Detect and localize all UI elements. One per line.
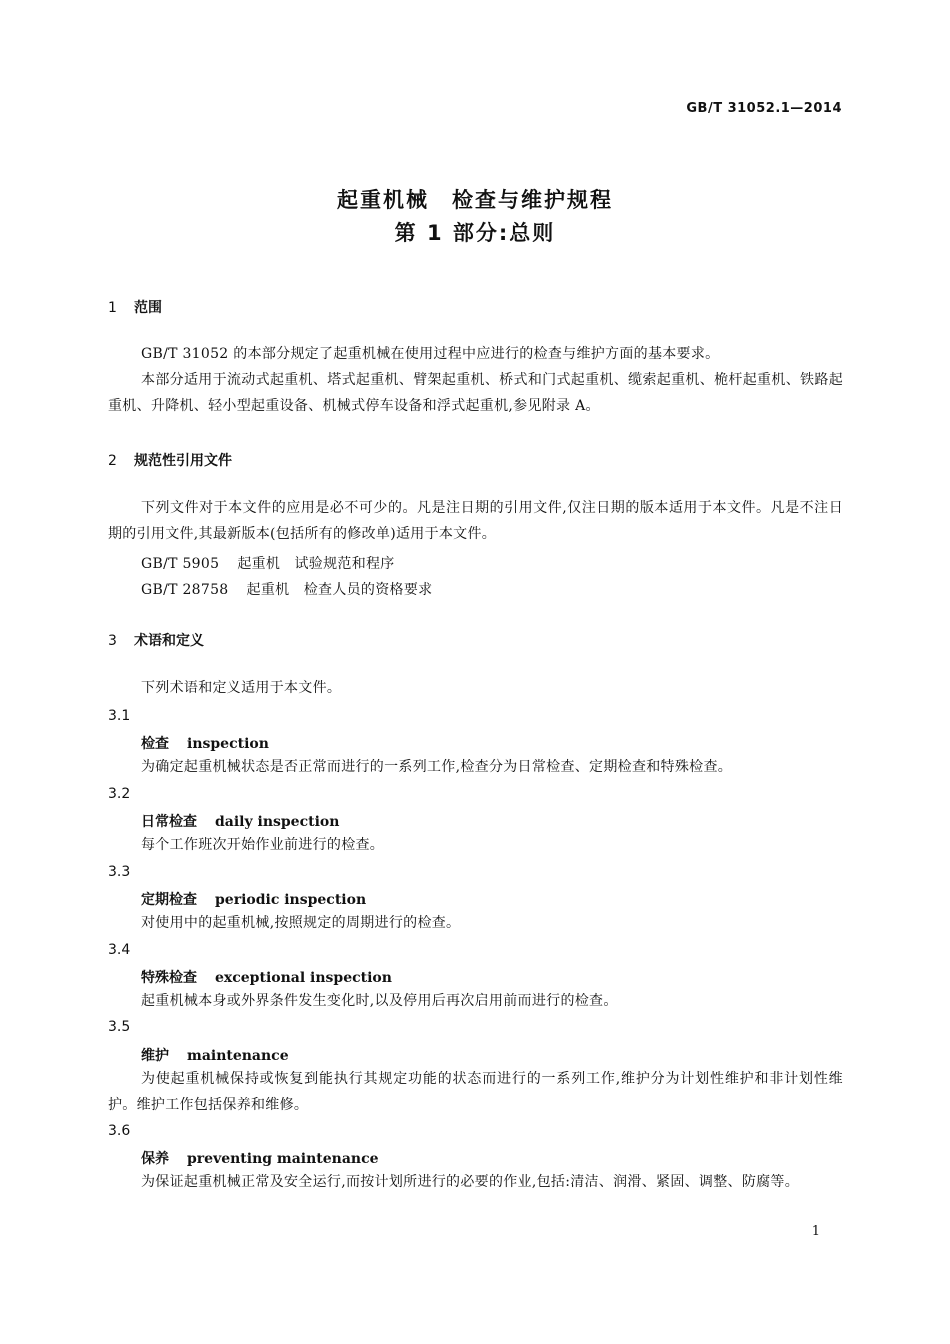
section-title: 范围 — [134, 300, 162, 316]
term-number: 3.4 — [108, 942, 131, 958]
term-zh: 保养 — [141, 1151, 169, 1167]
document-subtitle: 第 1 部分:总则 — [394, 221, 556, 245]
scope-paragraph-1: GB/T 31052 的本部分规定了起重机械在使用过程中应进行的检查与维护方面的基本要求。 — [141, 346, 720, 362]
term-zh: 定期检查 — [141, 892, 197, 908]
term-zh: 特殊检查 — [141, 970, 197, 986]
term-number: 3.1 — [108, 708, 131, 724]
section-number: 3 — [108, 633, 117, 649]
section-number: 2 — [108, 453, 117, 469]
reference-item — [141, 579, 432, 599]
term-definition: 为确定起重机械状态是否正常而进行的一系列工作,检查分为日常检查、定期检查和特殊检查。 — [141, 759, 733, 775]
term-number: 3.3 — [108, 864, 131, 880]
standard-code: GB/T 31052.1—2014 — [686, 101, 842, 116]
term-en: daily inspection — [215, 814, 340, 830]
section-heading-normative-references — [108, 450, 232, 470]
term-entry — [141, 1148, 379, 1168]
term-number: 3.6 — [108, 1123, 131, 1139]
reference-code: GB/T 5905 — [141, 556, 220, 572]
term-entry — [141, 733, 269, 753]
reference-name: 起重机 检查人员的资格要求 — [246, 582, 433, 598]
section-heading-terms — [108, 630, 204, 650]
reference-code: GB/T 28758 — [141, 582, 229, 598]
term-entry — [141, 1045, 289, 1065]
term-entry — [141, 967, 392, 987]
term-number: 3.5 — [108, 1019, 131, 1035]
term-en: exceptional inspection — [215, 970, 392, 986]
term-entry — [141, 889, 366, 909]
term-definition: 对使用中的起重机械,按照规定的周期进行的检查。 — [141, 915, 461, 931]
section-title: 术语和定义 — [134, 633, 204, 649]
term-en: periodic inspection — [215, 892, 367, 908]
section-heading-scope — [108, 297, 162, 317]
term-definition: 为使起重机械保持或恢复到能执行其规定功能的状态而进行的一系列工作,维护分为计划性维护和非计划性维护。维护工作包括保养和维修。 — [108, 1071, 843, 1113]
term-number: 3.2 — [108, 786, 131, 802]
term-en: preventing maintenance — [187, 1151, 379, 1167]
term-definition: 为保证起重机械正常及安全运行,而按计划所进行的必要的作业,包括:清洁、润滑、紧固、调整、防腐等。 — [141, 1174, 800, 1190]
term-definition: 每个工作班次开始作业前进行的检查。 — [141, 837, 385, 853]
references-intro: 下列文件对于本文件的应用是必不可少的。凡是注日期的引用文件,仅注日期的版本适用于本文件。凡是不注日期的引用文件,其最新版本(包括所有的修改单)适用于本文件。 — [108, 500, 843, 542]
term-zh: 维护 — [141, 1048, 169, 1064]
section-number: 1 — [108, 300, 117, 316]
document-title: 起重机械 检查与维护规程 — [337, 188, 613, 212]
terms-intro: 下列术语和定义适用于本文件。 — [141, 680, 342, 696]
term-zh: 检查 — [141, 736, 169, 752]
term-en: inspection — [187, 736, 269, 752]
term-en: maintenance — [187, 1048, 289, 1064]
term-zh: 日常检查 — [141, 814, 197, 830]
page-number: 1 — [811, 1224, 820, 1239]
reference-item — [141, 553, 395, 573]
scope-paragraph-2: 本部分适用于流动式起重机、塔式起重机、臂架起重机、桥式和门式起重机、缆索起重机、桅杆起重机、铁路起重机、升降机、轻小型起重设备、机械式停车设备和浮式起重机,参见附录 A。 — [108, 372, 843, 414]
term-definition: 起重机械本身或外界条件发生变化时,以及停用后再次启用前而进行的检查。 — [141, 993, 618, 1009]
reference-name: 起重机 试验规范和程序 — [237, 556, 395, 572]
section-title: 规范性引用文件 — [134, 453, 232, 469]
term-entry — [141, 811, 339, 831]
